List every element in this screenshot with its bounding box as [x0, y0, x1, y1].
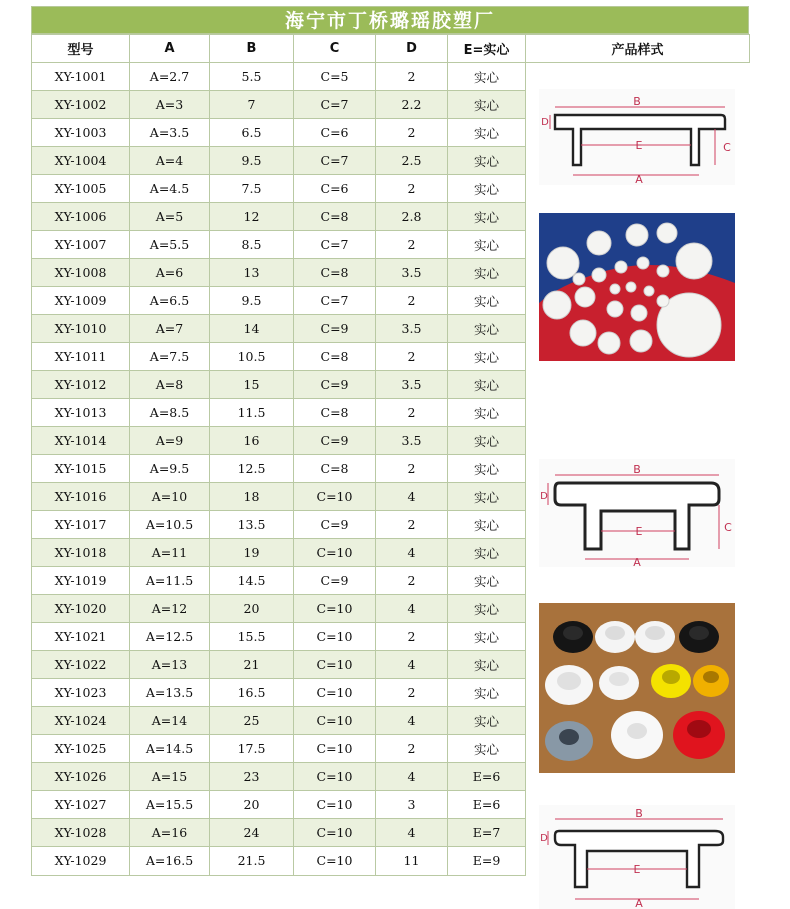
header-c: C — [294, 35, 376, 63]
cell-model: XY-1006 — [32, 203, 130, 231]
cell-model: XY-1028 — [32, 819, 130, 847]
cell-a: A=12 — [130, 595, 210, 623]
label-a-3: A — [635, 897, 643, 909]
cell-a: A=15.5 — [130, 791, 210, 819]
cell-model: XY-1009 — [32, 287, 130, 315]
page-title: 海宁市丁桥璐瑶胶塑厂 — [31, 6, 749, 34]
cell-a: A=3 — [130, 91, 210, 119]
cell-c: C=10 — [294, 679, 376, 707]
label-d-2: D — [540, 491, 548, 502]
cell-b: 5.5 — [210, 63, 294, 91]
cell-d: 3.5 — [376, 427, 448, 455]
cell-a: A=10 — [130, 483, 210, 511]
product-photo-colored-plugs — [539, 603, 735, 773]
cell-c: C=7 — [294, 287, 376, 315]
label-e-2: E — [635, 525, 643, 538]
header-a: A — [130, 35, 210, 63]
cell-model: XY-1003 — [32, 119, 130, 147]
cell-d: 2 — [376, 343, 448, 371]
cell-b: 8.5 — [210, 231, 294, 259]
product-style-cell — [526, 63, 750, 909]
cell-e: 实心 — [448, 539, 526, 567]
cell-a: A=2.7 — [130, 63, 210, 91]
label-c-2: C — [724, 521, 732, 534]
cell-b: 15.5 — [210, 623, 294, 651]
header-d: D — [376, 35, 448, 63]
cell-model: XY-1012 — [32, 371, 130, 399]
cell-e: E=7 — [448, 819, 526, 847]
cell-e: 实心 — [448, 231, 526, 259]
cell-model: XY-1023 — [32, 679, 130, 707]
cell-a: A=13.5 — [130, 679, 210, 707]
cell-c: C=9 — [294, 427, 376, 455]
cell-d: 3.5 — [376, 371, 448, 399]
cell-d: 2.2 — [376, 91, 448, 119]
cell-d: 2 — [376, 511, 448, 539]
cell-model: XY-1025 — [32, 735, 130, 763]
cell-b: 12.5 — [210, 455, 294, 483]
cell-b: 14 — [210, 315, 294, 343]
cell-b: 16.5 — [210, 679, 294, 707]
cell-e: 实心 — [448, 735, 526, 763]
cell-b: 10.5 — [210, 343, 294, 371]
cell-d: 2 — [376, 455, 448, 483]
cell-a: A=16 — [130, 819, 210, 847]
cell-d: 2 — [376, 399, 448, 427]
cell-a: A=16.5 — [130, 847, 210, 875]
cell-e: 实心 — [448, 623, 526, 651]
cell-e: 实心 — [448, 483, 526, 511]
cell-a: A=12.5 — [130, 623, 210, 651]
cell-c: C=9 — [294, 511, 376, 539]
cell-a: A=11 — [130, 539, 210, 567]
cell-b: 18 — [210, 483, 294, 511]
cell-c: C=8 — [294, 343, 376, 371]
cell-c: C=10 — [294, 791, 376, 819]
cell-c: C=10 — [294, 483, 376, 511]
cell-c: C=9 — [294, 567, 376, 595]
cell-e: 实心 — [448, 399, 526, 427]
label-e-3: E — [633, 863, 641, 876]
product-images — [526, 63, 750, 909]
cell-a: A=14 — [130, 707, 210, 735]
cell-e: 实心 — [448, 651, 526, 679]
header-model: 型号 — [32, 35, 130, 63]
cell-d: 2 — [376, 231, 448, 259]
label-d: D — [541, 117, 549, 128]
cell-a: A=7 — [130, 315, 210, 343]
cell-a: A=5 — [130, 203, 210, 231]
cell-d: 2.8 — [376, 203, 448, 231]
cell-a: A=3.5 — [130, 119, 210, 147]
cell-d: 4 — [376, 595, 448, 623]
cell-model: XY-1010 — [32, 315, 130, 343]
cell-b: 13 — [210, 259, 294, 287]
cell-d: 4 — [376, 707, 448, 735]
cell-model: XY-1011 — [32, 343, 130, 371]
cell-model: XY-1024 — [32, 707, 130, 735]
cell-e: 实心 — [448, 707, 526, 735]
cell-model: XY-1021 — [32, 623, 130, 651]
header-e: E=实心 — [448, 35, 526, 63]
cell-b: 7.5 — [210, 175, 294, 203]
cell-b: 23 — [210, 763, 294, 791]
cell-a: A=14.5 — [130, 735, 210, 763]
label-b: B — [633, 95, 641, 108]
cell-b: 9.5 — [210, 287, 294, 315]
cell-e: 实心 — [448, 175, 526, 203]
cell-model: XY-1007 — [32, 231, 130, 259]
cell-b: 6.5 — [210, 119, 294, 147]
cell-d: 2 — [376, 119, 448, 147]
cell-a: A=5.5 — [130, 231, 210, 259]
cell-e: 实心 — [448, 455, 526, 483]
cell-model: XY-1016 — [32, 483, 130, 511]
cell-c: C=10 — [294, 539, 376, 567]
cell-e: 实心 — [448, 315, 526, 343]
cell-e: E=6 — [448, 763, 526, 791]
label-d-3: D — [540, 833, 548, 844]
cell-d: 2 — [376, 735, 448, 763]
cell-c: C=10 — [294, 595, 376, 623]
label-c: C — [723, 141, 731, 154]
cell-a: A=9 — [130, 427, 210, 455]
cell-e: 实心 — [448, 343, 526, 371]
cell-e: 实心 — [448, 679, 526, 707]
cell-a: A=15 — [130, 763, 210, 791]
cell-a: A=9.5 — [130, 455, 210, 483]
cell-c: C=10 — [294, 623, 376, 651]
table-row — [32, 63, 750, 91]
cell-d: 2 — [376, 679, 448, 707]
cell-model: XY-1008 — [32, 259, 130, 287]
cell-b: 15 — [210, 371, 294, 399]
cell-model: XY-1005 — [32, 175, 130, 203]
cell-b: 9.5 — [210, 147, 294, 175]
cell-d: 4 — [376, 539, 448, 567]
table-body — [32, 63, 750, 909]
cell-c: C=10 — [294, 651, 376, 679]
cell-model: XY-1019 — [32, 567, 130, 595]
cell-b: 16 — [210, 427, 294, 455]
cell-e: 实心 — [448, 371, 526, 399]
table-header-row — [32, 35, 750, 63]
cell-d: 3.5 — [376, 315, 448, 343]
cell-b: 25 — [210, 707, 294, 735]
header-product-style: 产品样式 — [526, 35, 750, 63]
cell-e: 实心 — [448, 511, 526, 539]
cell-e: E=9 — [448, 847, 526, 875]
cell-b: 13.5 — [210, 511, 294, 539]
cell-d: 3.5 — [376, 259, 448, 287]
spec-table — [31, 34, 750, 909]
cell-b: 24 — [210, 819, 294, 847]
cell-a: A=4.5 — [130, 175, 210, 203]
product-photo-white-plugs — [539, 213, 735, 361]
cell-a: A=10.5 — [130, 511, 210, 539]
cell-b: 21.5 — [210, 847, 294, 875]
cell-d: 2 — [376, 63, 448, 91]
cell-e: 实心 — [448, 427, 526, 455]
cell-e: 实心 — [448, 147, 526, 175]
cell-e: 实心 — [448, 119, 526, 147]
cell-model: XY-1014 — [32, 427, 130, 455]
cell-e: 实心 — [448, 91, 526, 119]
cell-model: XY-1001 — [32, 63, 130, 91]
cell-model: XY-1022 — [32, 651, 130, 679]
cell-c: C=6 — [294, 175, 376, 203]
cell-b: 21 — [210, 651, 294, 679]
cell-e: 实心 — [448, 259, 526, 287]
cell-model: XY-1029 — [32, 847, 130, 875]
cell-a: A=4 — [130, 147, 210, 175]
cell-c: C=9 — [294, 371, 376, 399]
cell-c: C=10 — [294, 763, 376, 791]
cell-model: XY-1027 — [32, 791, 130, 819]
cell-a: A=13 — [130, 651, 210, 679]
cell-b: 19 — [210, 539, 294, 567]
label-a: A — [635, 173, 643, 186]
cell-b: 11.5 — [210, 399, 294, 427]
cell-b: 7 — [210, 91, 294, 119]
cell-c: C=10 — [294, 819, 376, 847]
cell-c: C=9 — [294, 315, 376, 343]
dimension-diagram-2 — [539, 459, 735, 567]
dimension-diagram-3 — [539, 805, 735, 909]
header-b: B — [210, 35, 294, 63]
cell-d: 4 — [376, 763, 448, 791]
cell-d: 4 — [376, 651, 448, 679]
cell-b: 14.5 — [210, 567, 294, 595]
cell-c: C=7 — [294, 147, 376, 175]
cell-c: C=7 — [294, 231, 376, 259]
cell-e: 实心 — [448, 595, 526, 623]
cell-d: 2.5 — [376, 147, 448, 175]
cell-a: A=6.5 — [130, 287, 210, 315]
cell-c: C=8 — [294, 455, 376, 483]
cell-d: 2 — [376, 623, 448, 651]
cell-a: A=7.5 — [130, 343, 210, 371]
cell-d: 4 — [376, 483, 448, 511]
cell-d: 2 — [376, 567, 448, 595]
dimension-diagram-1 — [539, 89, 735, 185]
cell-c: C=10 — [294, 707, 376, 735]
cell-model: XY-1020 — [32, 595, 130, 623]
cell-model: XY-1002 — [32, 91, 130, 119]
label-a-2: A — [633, 556, 641, 569]
cell-c: C=5 — [294, 63, 376, 91]
cell-b: 17.5 — [210, 735, 294, 763]
cell-e: 实心 — [448, 567, 526, 595]
cell-c: C=10 — [294, 847, 376, 875]
cell-a: A=8.5 — [130, 399, 210, 427]
cell-model: XY-1026 — [32, 763, 130, 791]
cell-e: E=6 — [448, 791, 526, 819]
label-b-3: B — [635, 807, 643, 820]
cell-model: XY-1015 — [32, 455, 130, 483]
cell-b: 20 — [210, 791, 294, 819]
cell-e: 实心 — [448, 287, 526, 315]
cell-model: XY-1018 — [32, 539, 130, 567]
label-e: E — [635, 139, 643, 152]
label-b-2: B — [633, 463, 641, 476]
cell-d: 2 — [376, 287, 448, 315]
cell-model: XY-1017 — [32, 511, 130, 539]
cell-b: 20 — [210, 595, 294, 623]
cell-a: A=11.5 — [130, 567, 210, 595]
cell-d: 3 — [376, 791, 448, 819]
cell-c: C=8 — [294, 259, 376, 287]
cell-b: 12 — [210, 203, 294, 231]
cell-a: A=8 — [130, 371, 210, 399]
cell-e: 实心 — [448, 63, 526, 91]
cell-d: 4 — [376, 819, 448, 847]
cell-d: 11 — [376, 847, 448, 875]
cell-c: C=6 — [294, 119, 376, 147]
cell-c: C=8 — [294, 203, 376, 231]
cell-a: A=6 — [130, 259, 210, 287]
cell-e: 实心 — [448, 203, 526, 231]
cell-model: XY-1013 — [32, 399, 130, 427]
cell-d: 2 — [376, 175, 448, 203]
cell-model: XY-1004 — [32, 147, 130, 175]
cell-c: C=8 — [294, 399, 376, 427]
spec-sheet — [31, 6, 749, 909]
cell-c: C=10 — [294, 735, 376, 763]
cell-c: C=7 — [294, 91, 376, 119]
